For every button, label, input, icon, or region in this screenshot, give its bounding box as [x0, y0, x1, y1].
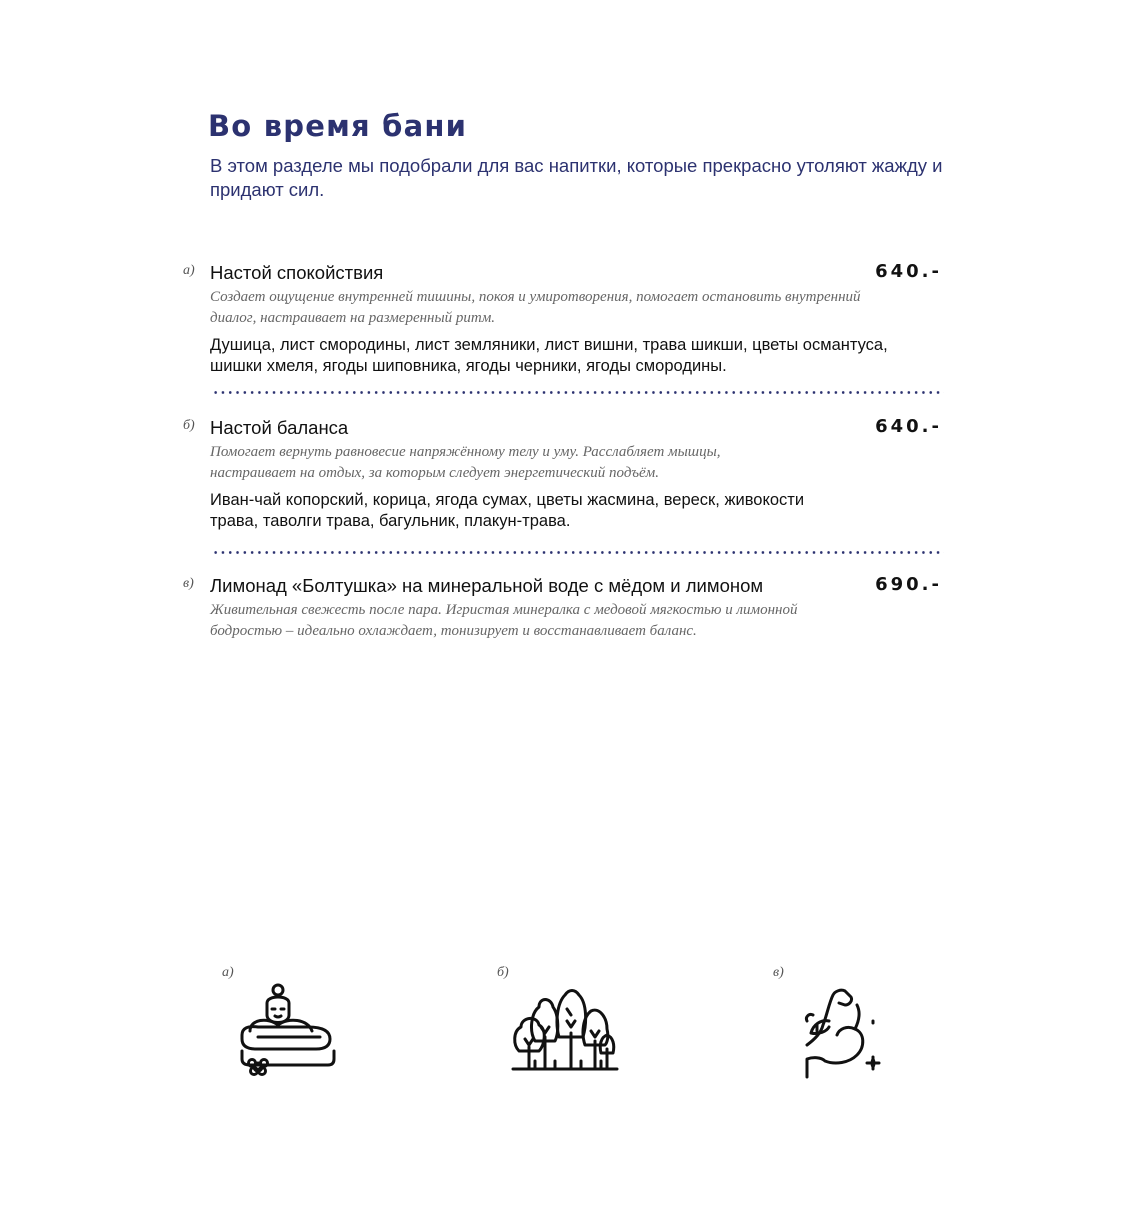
relaxing-person-icon	[238, 983, 338, 1083]
item-description: Помогает вернуть равновесие напряжённому телу и уму. Расслабляет мышцы, настраивает на отдых, за которым следует энергетический подъём.	[210, 444, 721, 481]
menu-item	[183, 574, 944, 642]
item-letter: а)	[183, 263, 195, 278]
item-letter: б)	[183, 418, 195, 433]
section-subtitle: В этом разделе мы подобрали для вас напитки, которые прекрасно утоляют жажду и придают сил.	[210, 155, 943, 200]
icon-block	[773, 965, 903, 1085]
item-description: Создает ощущение внутренней тишины, покоя и умиротворения, помогает остановить внутренний диалог, настраивает на размеренный ритм.	[210, 289, 861, 326]
dotted-divider	[212, 391, 944, 394]
menu-item	[183, 416, 944, 532]
section-title: Во время бани	[208, 109, 468, 143]
flexed-arm-icon	[799, 985, 899, 1080]
item-price: 690.-	[875, 574, 942, 595]
item-price: 640.-	[875, 261, 942, 282]
icon-label: б)	[497, 965, 509, 980]
item-ingredients: Душица, лист смородины, лист земляники, лист вишни, трава шикши, цветы османтуса, шишки хмеля, ягоды шиповника, ягоды черники, ягоды смородины.	[210, 336, 888, 375]
item-description: Живительная свежесть после пара. Игристая минералка с медовой мягкостью и лимонной бодростью – идеально охлаждает, тонизирует и восстанавливает баланс.	[210, 602, 798, 639]
item-name: Настой спокойствия	[210, 262, 384, 283]
icon-block	[222, 965, 342, 1085]
icon-label: а)	[222, 965, 234, 980]
item-price: 640.-	[875, 416, 942, 437]
item-name: Настой баланса	[210, 417, 349, 438]
item-letter: в)	[183, 576, 194, 591]
dotted-divider	[212, 551, 944, 554]
item-name: Лимонад «Болтушка» на минеральной воде с мёдом и лимоном	[210, 575, 764, 596]
item-ingredients: Иван-чай копорский, корица, ягода сумах, цветы жасмина, вереск, живокости трава, таволги трава, багульник, плакун-трава.	[210, 491, 805, 530]
icon-label: в)	[773, 965, 784, 980]
menu-item	[183, 261, 944, 377]
trees-icon	[511, 987, 621, 1077]
icon-block	[497, 965, 627, 1085]
